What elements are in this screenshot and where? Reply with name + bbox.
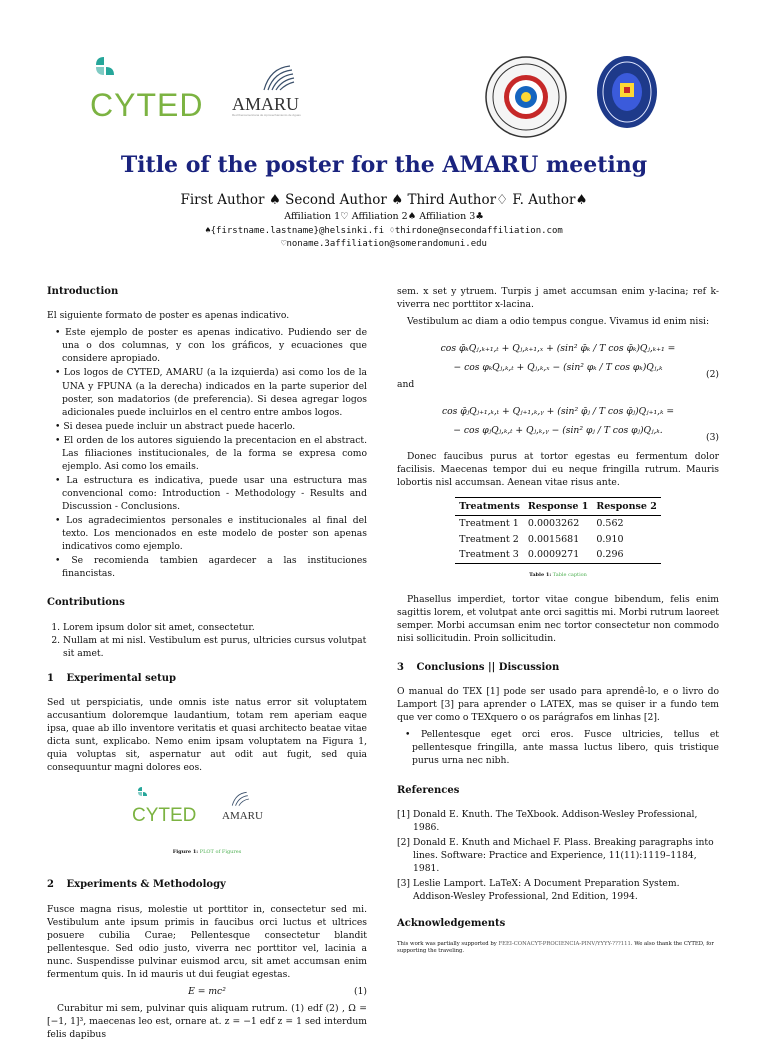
- table-row: [455, 547, 661, 563]
- list-item: • Este ejemplo de poster es apenas indicativo. Pudiendo ser de una o dos columnas, y con los gráficos, y ecuaciones que considere apropiado.: [55, 326, 367, 365]
- reference-item: [2] Donald E. Knuth and Michael F. Plass. Breaking paragraphs into lines. Software: Practice and Experience, 11(11):1119–1184, 1981.: [397, 836, 714, 874]
- table-header: Response 2: [592, 497, 660, 515]
- cyted-logo: [90, 55, 204, 125]
- list-item: • Los agradecimientos personales e institucionales al final del texto. Los mencionados en este modelo de poster son apenas indicativos como ejemplo.: [55, 514, 367, 553]
- table-cell: Treatment 1: [459, 518, 519, 530]
- phasellus-text: Phasellus imperdiet, tortor vitae congue bibendum, felis enim sagittis lorem, et volutpat ante orci sagittis mi. Morbi rutrum laoreet semper. Morbi accumsan enim nec tortor consectetur non commodo nisi sollicitudin. Proin sollicitudin.: [397, 593, 719, 644]
- conclusions-text: O manual do TEX [1] pode ser usado para aprendê-lo, e o livro do Lamport [3] para aprender o LATEX, mas se quiser ir a fundo tem que ver como o TEXquero o os parágrafos em linhas [2].: [397, 686, 719, 724]
- figure-1: [132, 786, 282, 841]
- equation-number: (2): [705, 369, 719, 381]
- vestibulum-text: Vestibulum ac diam a odio tempus congue. Vivamus id enim nisi:: [407, 316, 710, 328]
- cyted-mark-icon: [136, 786, 150, 800]
- university-seal-icon: [485, 56, 567, 138]
- reference-item: [1] Donald E. Knuth. The TeXbook. Addison-Wesley Professional, 1986.: [397, 808, 698, 833]
- table-cell: 0.0009271: [524, 547, 592, 563]
- right-column: [397, 285, 719, 956]
- author-list: First Author ♠ Second Author ♠ Third Author♢ F. Author♠: [180, 192, 588, 208]
- figure-cyted-wordmark: CYTED: [132, 805, 197, 827]
- list-item: • Se recomienda tambien agardecer a las instituciones financistas.: [55, 554, 367, 580]
- experimental-text: Sed ut perspiciatis, unde omnis iste natus error sit voluptatem accusantium doloremque laudantium, totam rem aperiam eaque ipsa, quae ab illo inventore veritatis et quasi architecto beatae vitae dicta sunt, explicabo. Nemo enim ipsam voluptatem na Figura 1, quia voluptas sit, aspernatur aut odit aut fugit, sed quia consequuntur magni dolores eos.: [47, 697, 367, 774]
- amaru-mark-icon: [260, 62, 296, 94]
- figure-caption: Figure 1: PLOT of Figures: [172, 849, 242, 856]
- reference-item: [3] Leslie Lamport. LaTeX: A Document Preparation System. Addison-Wesley Professional, 2nd Edition, 1994.: [397, 878, 680, 903]
- table-cell: 0.562: [596, 518, 624, 530]
- equation-number: (1): [353, 986, 367, 998]
- list-item: • Pellentesque eget orci eros. Fusce ultricies, tellus et pellentesque fringilla, ante massa luctus libero, quis tristique purus urna nec nibh.: [405, 728, 719, 767]
- introduction-bullets: [47, 326, 367, 580]
- and-text: and: [397, 379, 415, 391]
- continued-text: sem. x set y ytruem. Turpis j amet accumsan enim y-lacina; ref k-viverra nec porttitor x-lacina.: [397, 286, 719, 311]
- conclusions-heading: 3 Conclusions || Discussion: [397, 661, 560, 673]
- acknowledgements-text: This work was partially supported by FEEI-CONACYT-PROCIENCIA-PINV/YYYY-???111. We also thank the CYTED, for supporting the traveling.: [397, 941, 714, 955]
- amaru-mark-icon: [230, 790, 250, 808]
- table-cell: 0.910: [596, 533, 624, 545]
- list-item: • El orden de los autores siguiendo la precentacion en el abstract. Las filiaciones institucionales, de la forma se expresa como ejemplo. Asi como los emails.: [55, 434, 367, 473]
- list-item: 1. Lorem ipsum dolor sit amet, consectetur.: [63, 621, 367, 634]
- methodology-heading: 2 Experiments & Methodology: [47, 879, 226, 891]
- list-item: • Los logos de CYTED, AMARU (a la izquierda) asi como los de la UNA y FPUNA (a la derecha) indicados en la parte superior del poster, son madatorios (de preferencia). Si desea agregar logos adicionales puede incluirlos en el centro entre ambos logos.: [55, 366, 367, 418]
- donec-text: Donec faucibus purus at tortor egestas eu fermentum dolor facilisis. Maecenas tempor dui eu neque fringilla rutrum. Mauris lobortis nisl accumsan. Aenean vitae risus ante.: [397, 450, 719, 488]
- introduction-heading: Introduction: [47, 286, 119, 297]
- poster-title: Title of the poster for the AMARU meeting: [120, 152, 648, 178]
- equation-number: (3): [705, 432, 719, 444]
- table-caption: Table 1: Table caption: [529, 571, 587, 578]
- list-item: 2. Nullam at mi nisl. Vestibulum est purus, ultricies cursus volutpat sit amet.: [63, 634, 367, 660]
- amaru-wordmark: AMARU: [232, 94, 300, 114]
- table-cell: 0.0015681: [527, 533, 580, 545]
- email-line-1: ♠{firstname.lastname}@helsinki.fi ♢thirdone@nsecondaffiliation.com: [205, 226, 563, 236]
- table-cell: 0.0003262: [527, 518, 580, 530]
- cyted-mark-icon: [92, 55, 120, 83]
- equation-1: E = mc² (1): [188, 986, 367, 998]
- affiliation-list: Affiliation 1♡ Affiliation 2♠ Affiliation 3♣: [284, 211, 484, 222]
- figure-amaru-wordmark: AMARU: [222, 810, 263, 823]
- acknowledgements-heading: Acknowledgements: [397, 918, 506, 930]
- left-column: [47, 285, 367, 1045]
- experimental-heading: 1 Experimental setup: [47, 672, 176, 684]
- email-line-2: ♡noname.3affiliation@somerandomuni.edu: [281, 239, 487, 249]
- table-cell: 0.296: [592, 547, 660, 563]
- table-row: [455, 532, 661, 547]
- conclusions-bullets: [397, 728, 719, 767]
- table-row: [455, 516, 661, 532]
- equation-3: cos φ̄ⱼQⱼ₊₁,ₖ,ₜ + Qⱼ₊₁,ₖ,ᵧ + (sin² φ̄ⱼ / T cos φ̄ⱼ)Qⱼ₊₁,ₖ = − cos φⱼQⱼ,ₖ,ₜ + Qⱼ,ₖ,ᵧ − (sin² φⱼ / T cos φⱼ)Qⱼ,ₖ. (3): [441, 406, 719, 444]
- methodology-text: Fusce magna risus, molestie ut porttitor in, consectetur sed mi. Vestibulum ante ipsum primis in faucibus orci luctus et ultrices posuere cubilia Curae; Pellentesque consectetur blandit pellentesque. Sed odio justo, viverra nec porttitor vel, lacinia a nunc. Suspendisse pulvinar euismod arcu, sit amet accumsan enim fermentum quis. In id mauris ut dui feugiat egestas.: [47, 903, 367, 980]
- table-header: Response 1: [524, 497, 592, 515]
- cyted-wordmark: CYTED: [90, 87, 204, 123]
- methodology-after: Curabitur mi sem, pulvinar quis aliquam rutrum. (1) edf (2) , Ω = [−1, 1]³, maecenas leo est, ornare at. z = −1 edf z = 1 sed interdum felis dapibus: [47, 1003, 367, 1041]
- list-item: • La estructura es indicativa, puede usar una estructura mas convencional como: Introduction - Methodology - Results and Discussion - Conclusions.: [55, 474, 367, 513]
- list-item: • Si desea puede incluir un abstract puede hacerlo.: [55, 420, 367, 433]
- references-heading: References: [397, 784, 460, 796]
- introduction-lead: El siguiente formato de poster es apenas indicativo.: [47, 310, 290, 322]
- table-header-row: [455, 497, 661, 515]
- faculty-seal-icon: [596, 55, 658, 130]
- table-header: Treatments: [455, 497, 524, 515]
- amaru-subtitle: Red Iberoamericana de Aprovechamiento de Aguas: [232, 113, 301, 117]
- contributions-heading: Contributions: [47, 597, 125, 609]
- table-cell: Treatment 2: [459, 533, 519, 545]
- amaru-logo: [230, 60, 320, 120]
- equation-2: cos φ̄ₖQⱼ,ₖ₊₁,ₜ + Qⱼ,ₖ₊₁,ₓ + (sin² φ̄ₖ / T cos φ̄ₖ)Qⱼ,ₖ₊₁ = − cos φₖQⱼ,ₖ,ₜ + Qⱼ,ₖ,ₓ − (sin² φₖ / T cos φₖ)Qⱼ,ₖ (2): [440, 343, 719, 381]
- contributions-list: [47, 621, 367, 660]
- results-table: [455, 497, 661, 564]
- logo-bar: [0, 0, 768, 140]
- table-cell: Treatment 3: [455, 547, 524, 563]
